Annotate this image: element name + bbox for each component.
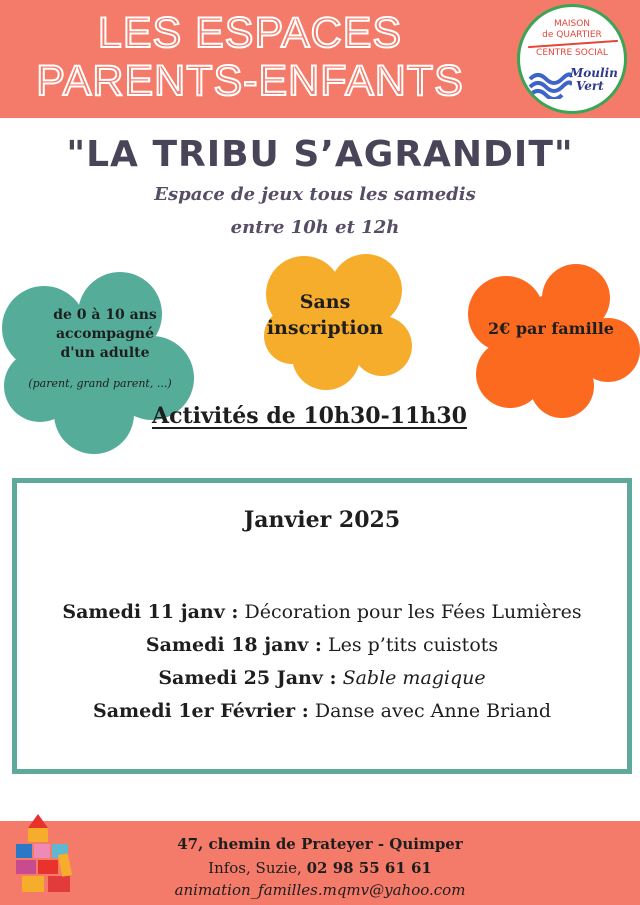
logo-divider [528,40,618,48]
event-list [17,601,627,733]
event-row [17,700,627,733]
schedule-subtitle: Espace de jeux tous les samedis [154,184,476,205]
banner-title-line1: LES ESPACES [97,9,403,57]
age-note: (parent, grand parent, ...) [28,377,172,390]
logo-quartier: de QUARTIER [542,30,602,40]
program-month: Janvier 2025 [243,507,401,533]
banner-title-line2: PARENTS-ENFANTS [36,57,464,105]
moulin-vert-logo [517,4,627,114]
price-flower-shape [466,262,640,420]
footer-phone[interactable]: 02 98 55 61 61 [306,859,432,877]
footer-info-prefix: Infos, Suzie, [208,859,307,877]
footer-address: 47, chemin de Prateyer - Quimper [177,835,463,853]
footer [0,821,640,905]
event-date: Samedi 1er Février : [92,700,309,722]
logo-name [570,67,618,92]
event-activity: Les p’tits cuistots [327,634,499,656]
footer-info [0,859,640,877]
event-date: Samedi 11 janv : [62,601,239,623]
event-activity: Décoration pour les Fées Lumières [244,601,582,623]
event-row [17,667,627,700]
age-info [10,306,200,363]
age-accompanied: accompagné [55,325,154,342]
event-title: "LA TRIBU S’AGRANDIT" [66,134,574,175]
event-date: Samedi 18 janv : [145,634,322,656]
program-box [12,478,632,774]
age-range: de 0 à 10 ans [53,307,157,323]
activities-time: Activités de 10h30-11h30 [152,403,467,429]
event-row [17,634,627,667]
logo-name-vert: Vert [576,78,604,93]
hours-subtitle: entre 10h et 12h [230,217,400,238]
age-adult: d'un adulte [60,344,150,361]
top-banner [0,0,640,118]
event-row [17,601,627,634]
waves-icon [528,69,572,99]
logo-centre-social: CENTRE SOCIAL [536,48,608,58]
registration-line2: inscription [266,316,384,339]
event-date: Samedi 25 Janv : [158,667,337,689]
registration-info [250,290,400,341]
footer-email[interactable]: animation_familles.mqmv@yahoo.com [174,881,466,899]
logo-name-moulin: Moulin [570,66,618,80]
registration-line1: Sans [299,291,351,313]
toy-blocks-icon [14,814,80,894]
price-info: 2€ par famille [488,319,614,338]
event-activity: Danse avec Anne Briand [314,700,551,722]
logo-maison: MAISON [553,19,591,29]
event-activity: Sable magique [342,667,486,689]
